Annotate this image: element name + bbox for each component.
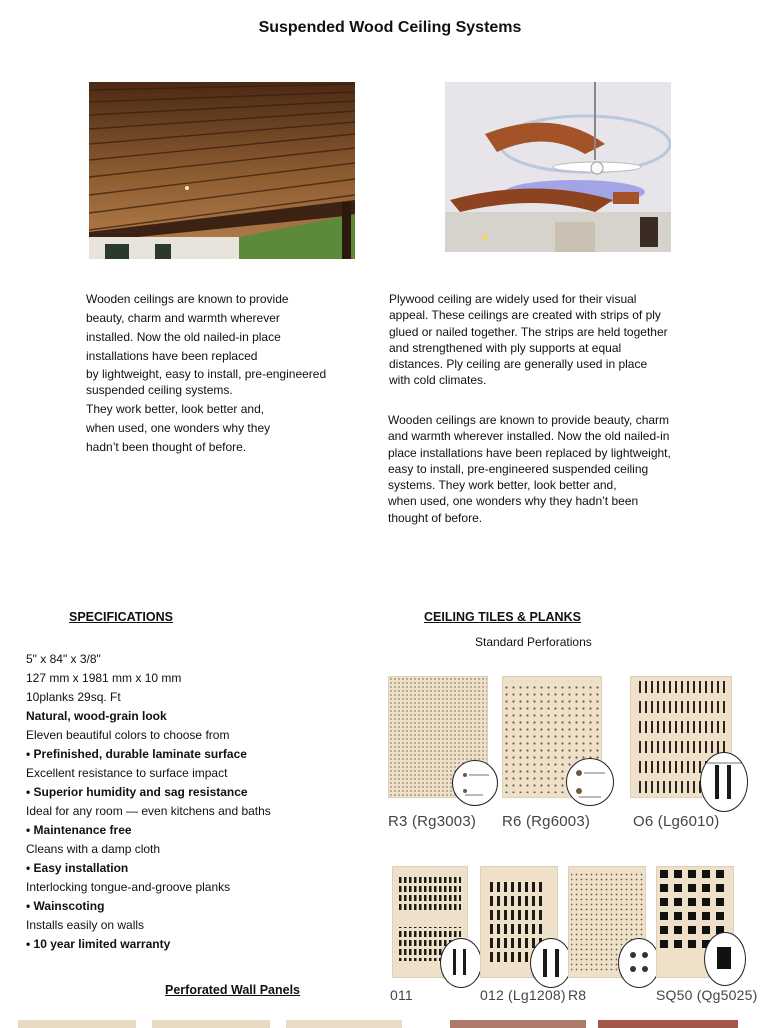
left-line-1: Wooden ceilings are known to provide xyxy=(86,292,289,306)
tile-r8-detail xyxy=(619,939,659,987)
left-line-3: installed. Now the old nailed-in place xyxy=(86,330,281,344)
wood-ceiling-photo xyxy=(89,82,355,259)
ceiling-tiles-heading: CEILING TILES & PLANKS xyxy=(424,610,581,624)
tile-011-detail-zoom xyxy=(440,938,482,988)
tile-sq50-detail-zoom xyxy=(704,932,746,986)
tile-o6-detail-zoom xyxy=(700,752,748,812)
left-line-6: They work better, look better and, xyxy=(86,402,265,416)
spec-item: • Prefinished, durable laminate surface xyxy=(26,747,247,761)
tile-label-o6: O6 (Lg6010) xyxy=(633,813,720,830)
tile-o6-detail xyxy=(701,753,747,811)
spec-item: 10planks 29sq. Ft xyxy=(26,690,121,704)
spec-item: Eleven beautiful colors to choose from xyxy=(26,728,230,742)
spec-item: • Wainscoting xyxy=(26,899,105,913)
tile-r3-detail-zoom xyxy=(452,760,498,806)
wall-panel-swatch-3 xyxy=(286,1020,402,1028)
tile-r3-detail xyxy=(453,761,497,805)
tile-r6-detail-zoom xyxy=(566,758,614,806)
left-line-2: beauty, charm and warmth wherever xyxy=(86,311,280,325)
tile-label-012: 012 (Lg1208) xyxy=(480,987,566,1003)
wall-panel-swatch-2 xyxy=(152,1020,270,1028)
wall-panel-swatch-4 xyxy=(450,1020,586,1028)
tile-label-r8: R8 xyxy=(568,987,587,1003)
spec-item: 127 mm x 1981 mm x 10 mm xyxy=(26,671,182,685)
spec-item: Ideal for any room — even kitchens and baths xyxy=(26,804,271,818)
plywood-description: Plywood ceiling are widely used for their visual appeal. These ceilings are created with strips of ply glued or nailed together. The strips are held together and strengthened with ply supports at equal distances. Ply ceiling are generally used in place with cold climates. xyxy=(389,292,668,388)
spec-item: • Maintenance free xyxy=(26,823,132,837)
spec-item: 5" x 84" x 3/8" xyxy=(26,652,101,666)
spec-item: Cleans with a damp cloth xyxy=(26,842,161,856)
tile-label-r6: R6 (Rg6003) xyxy=(502,813,591,830)
spec-item: • 10 year limited warranty xyxy=(26,937,171,951)
left-line-8: hadn’t been thought of before. xyxy=(86,440,247,454)
spec-item: Installs easily on walls xyxy=(26,918,145,932)
spec-item: Natural, wood-grain look xyxy=(26,709,167,723)
tile-r6-detail xyxy=(567,759,613,805)
left-line-4: installations have been replaced xyxy=(86,349,258,363)
spec-item: Excellent resistance to surface impact xyxy=(26,766,228,780)
wood-ceiling-photo-image xyxy=(89,82,355,259)
tile-011-detail xyxy=(441,939,481,987)
spec-item: • Superior humidity and sag resistance xyxy=(26,785,248,799)
standard-perforations-subheading: Standard Perforations xyxy=(475,635,592,649)
wall-panel-swatch-1 xyxy=(18,1020,136,1028)
wall-panel-swatch-5 xyxy=(598,1020,738,1028)
plywood-ceiling-photo-image xyxy=(445,82,671,252)
spec-item: • Easy installation xyxy=(26,861,129,875)
tile-012-detail xyxy=(531,939,571,987)
plywood-ceiling-photo xyxy=(445,82,671,252)
tile-sq50-detail xyxy=(705,933,745,985)
spec-item: Interlocking tongue-and-groove planks xyxy=(26,880,231,894)
specifications-heading: SPECIFICATIONS xyxy=(69,610,173,624)
left-line-7: when used, one wonders why they xyxy=(86,421,271,435)
tile-label-011: 011 xyxy=(390,987,413,1003)
wood-ceiling-description: Wooden ceilings are known to provide beauty, charm and warmth wherever installed. Now the old nailed-in place installations have been replaced by lightweight, easy to install, pre-engineered suspended ceiling systems. They work better, look better and, when used, one wonders why they hadn’t been thought of before. xyxy=(388,413,671,525)
wall-panels-heading: Perforated Wall Panels xyxy=(165,983,300,997)
tile-012-detail-zoom xyxy=(530,938,572,988)
page-title: Suspended Wood Ceiling Systems xyxy=(258,19,522,36)
left-description xyxy=(86,290,366,457)
specifications-list xyxy=(26,650,346,954)
tile-label-sq50: SQ50 (Qg5025) xyxy=(656,987,758,1003)
left-line-5: by lightweight, easy to install, pre-engineered suspended ceiling systems. xyxy=(86,367,327,397)
tile-label-r3: R3 (Rg3003) xyxy=(388,813,477,830)
tile-r8-detail-zoom xyxy=(618,938,660,988)
